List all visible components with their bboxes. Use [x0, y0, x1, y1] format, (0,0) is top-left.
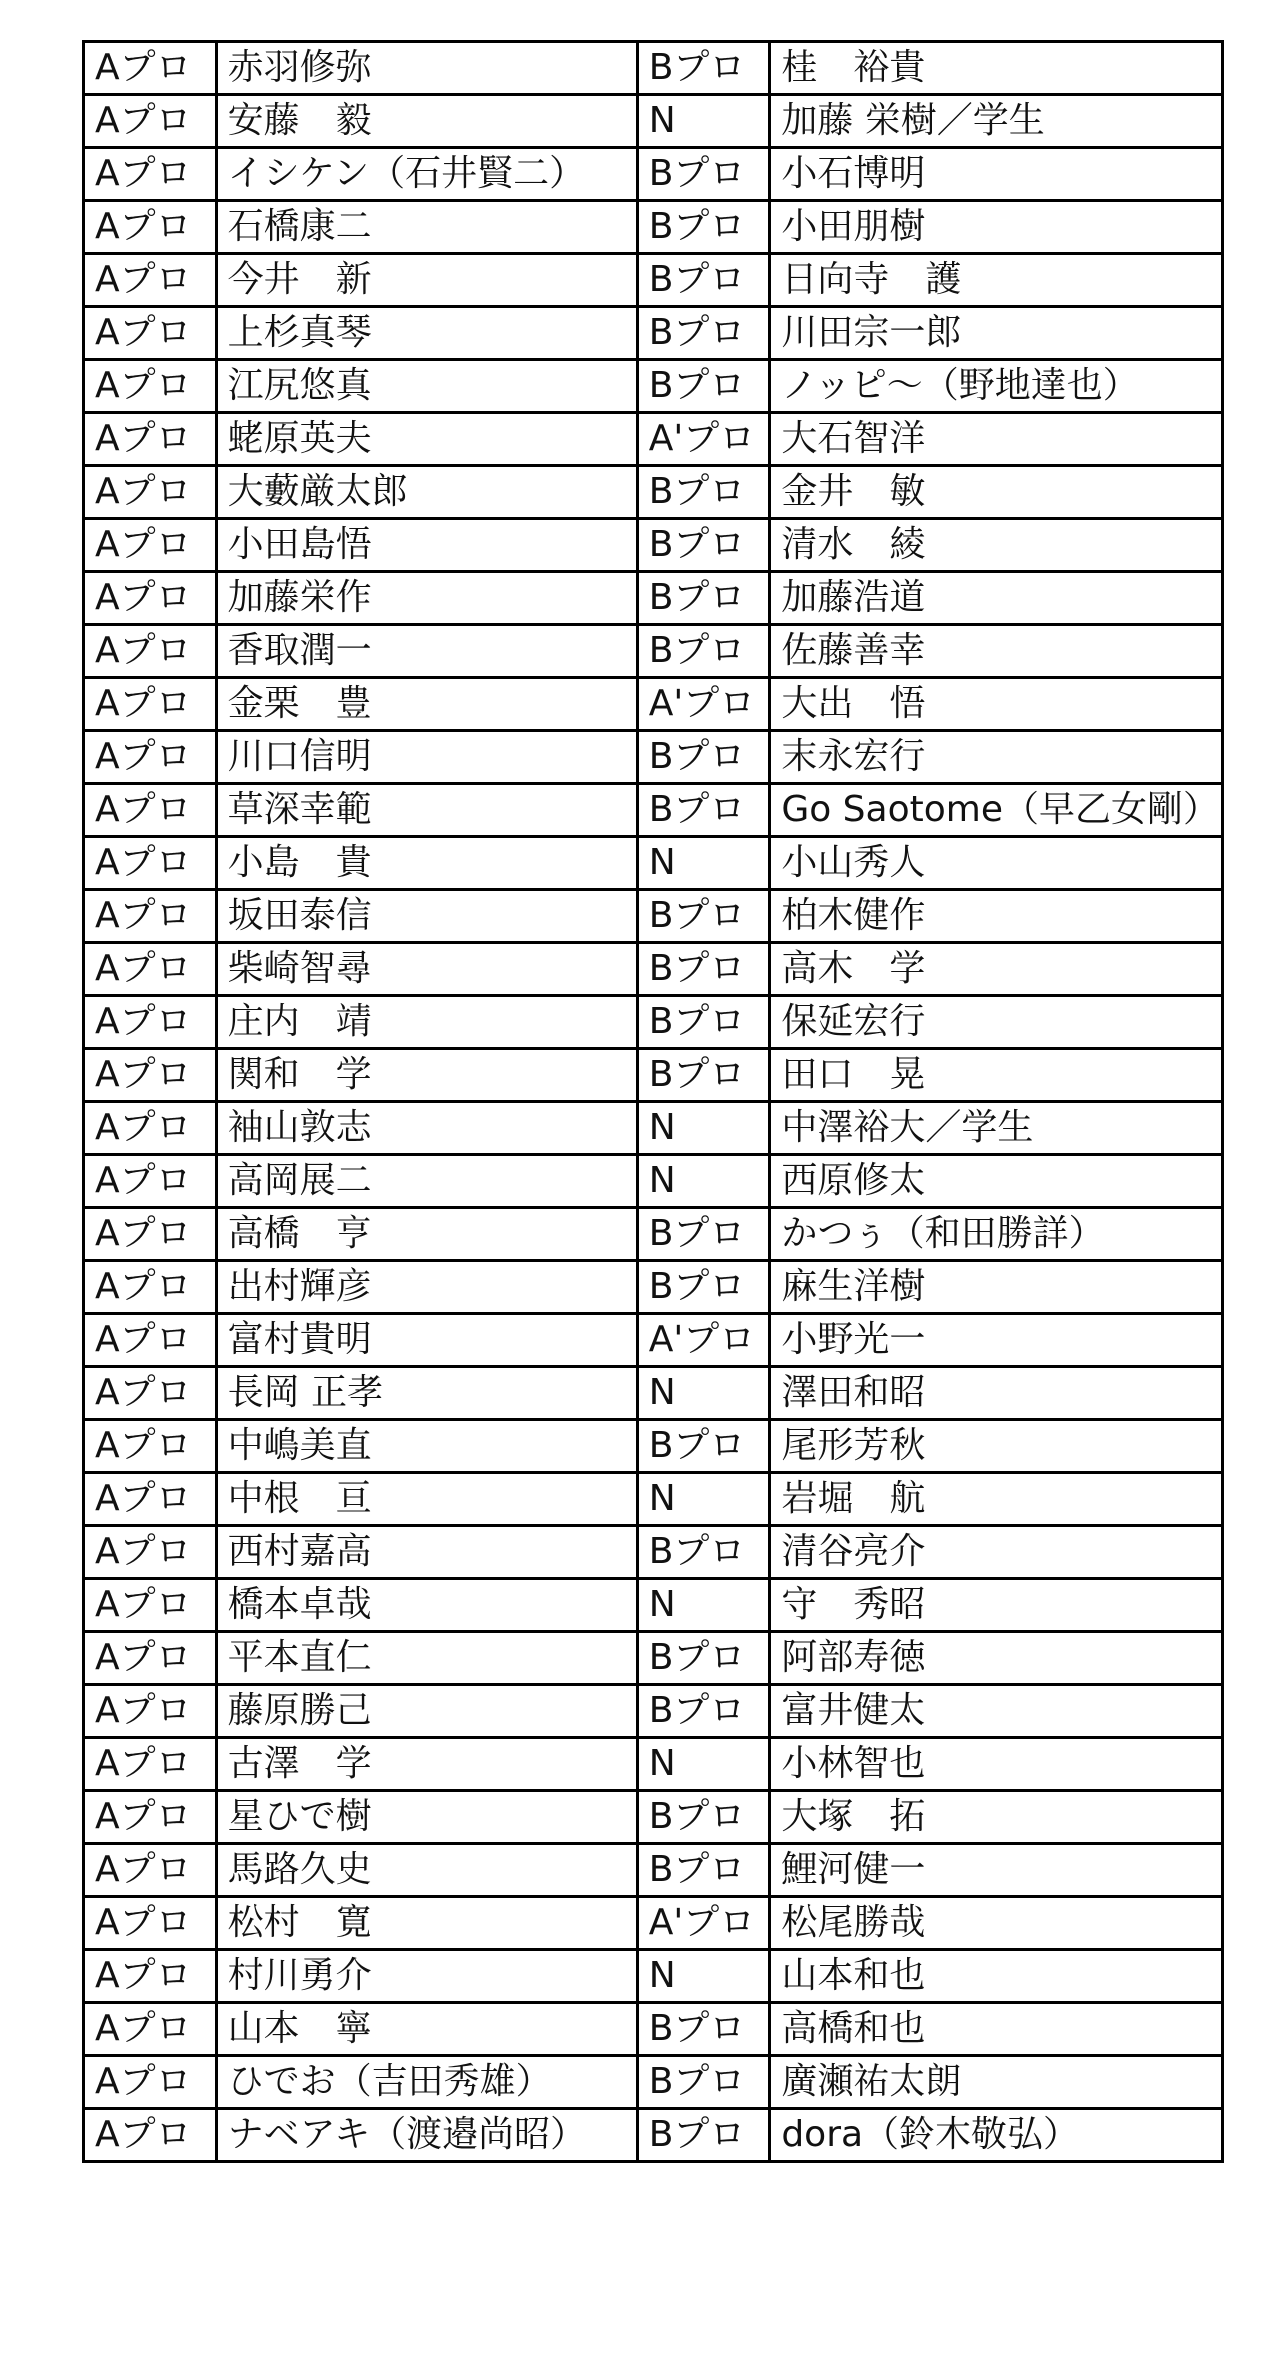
rank-cell-left: Aプロ — [84, 1049, 217, 1102]
rank-cell-left: Aプロ — [84, 95, 217, 148]
rank-cell-left: Aプロ — [84, 1155, 217, 1208]
rank-cell-right: Bプロ — [637, 1844, 770, 1897]
player-name-cell-left: 石橋康二 — [216, 201, 637, 254]
rank-cell-right: Bプロ — [637, 1632, 770, 1685]
rank-cell-left: Aプロ — [84, 254, 217, 307]
rank-cell-right: Bプロ — [637, 519, 770, 572]
table-row — [84, 413, 1223, 466]
player-name-cell-right: Go Saotome（早乙女剛） — [770, 784, 1223, 837]
rank-cell-right: Bプロ — [637, 2003, 770, 2056]
rank-cell-right: Bプロ — [637, 890, 770, 943]
player-name-cell-right: 麻生洋樹 — [770, 1261, 1223, 1314]
player-name-cell-left: 山本 寧 — [216, 2003, 637, 2056]
table-row — [84, 943, 1223, 996]
rank-cell-left: Aプロ — [84, 466, 217, 519]
table-row — [84, 2109, 1223, 2162]
rank-cell-left: Aプロ — [84, 2109, 217, 2162]
rank-cell-left: Aプロ — [84, 625, 217, 678]
player-name-cell-left: 星ひで樹 — [216, 1791, 637, 1844]
player-name-cell-right: 加藤浩道 — [770, 572, 1223, 625]
rank-cell-right: N — [637, 1950, 770, 2003]
table-row — [84, 466, 1223, 519]
player-name-cell-right: 廣瀬祐太朗 — [770, 2056, 1223, 2109]
table-row — [84, 95, 1223, 148]
rank-cell-right: Bプロ — [637, 1791, 770, 1844]
player-name-cell-right: 西原修太 — [770, 1155, 1223, 1208]
table-row — [84, 1897, 1223, 1950]
rank-cell-left: Aプロ — [84, 1420, 217, 1473]
rank-cell-right: N — [637, 837, 770, 890]
table-row — [84, 1208, 1223, 1261]
rank-cell-right: A'プロ — [637, 678, 770, 731]
table-row — [84, 1049, 1223, 1102]
player-name-cell-right: 小石博明 — [770, 148, 1223, 201]
rank-cell-left: Aプロ — [84, 1791, 217, 1844]
player-name-cell-left: 小田島悟 — [216, 519, 637, 572]
rank-cell-left: Aプロ — [84, 1261, 217, 1314]
table-row — [84, 254, 1223, 307]
player-name-cell-right: 大石智洋 — [770, 413, 1223, 466]
rank-cell-right: Bプロ — [637, 1526, 770, 1579]
player-name-cell-right: 清谷亮介 — [770, 1526, 1223, 1579]
table-row — [84, 1844, 1223, 1897]
player-name-cell-right: 小林智也 — [770, 1738, 1223, 1791]
table-row — [84, 1950, 1223, 2003]
player-name-cell-left: 坂田泰信 — [216, 890, 637, 943]
player-name-cell-left: 西村嘉高 — [216, 1526, 637, 1579]
rank-cell-left: Aプロ — [84, 307, 217, 360]
player-name-cell-right: 富井健太 — [770, 1685, 1223, 1738]
rank-cell-right: Bプロ — [637, 625, 770, 678]
player-name-cell-left: 村川勇介 — [216, 1950, 637, 2003]
player-name-cell-left: イシケン（石井賢二） — [216, 148, 637, 201]
player-name-cell-right: 高木 学 — [770, 943, 1223, 996]
player-name-cell-left: 蛯原英夫 — [216, 413, 637, 466]
rank-cell-left: Aプロ — [84, 1579, 217, 1632]
rank-cell-left: Aプロ — [84, 837, 217, 890]
table-row — [84, 1367, 1223, 1420]
player-name-cell-left: 庄内 靖 — [216, 996, 637, 1049]
rank-cell-right: Bプロ — [637, 1420, 770, 1473]
table-row — [84, 996, 1223, 1049]
roster-table — [82, 40, 1224, 2163]
table-row — [84, 572, 1223, 625]
player-name-cell-left: 川口信明 — [216, 731, 637, 784]
table-row — [84, 1579, 1223, 1632]
rank-cell-left: Aプロ — [84, 2003, 217, 2056]
player-name-cell-right: ノッピ～（野地達也） — [770, 360, 1223, 413]
player-name-cell-right: 高橋和也 — [770, 2003, 1223, 2056]
table-row — [84, 307, 1223, 360]
table-row — [84, 42, 1223, 95]
player-name-cell-left: ナベアキ（渡邉尚昭） — [216, 2109, 637, 2162]
player-name-cell-right: 大出 悟 — [770, 678, 1223, 731]
player-name-cell-left: 江尻悠真 — [216, 360, 637, 413]
player-name-cell-left: 馬路久史 — [216, 1844, 637, 1897]
player-name-cell-right: 小田朋樹 — [770, 201, 1223, 254]
player-name-cell-right: 川田宗一郎 — [770, 307, 1223, 360]
rank-cell-left: Aプロ — [84, 148, 217, 201]
rank-cell-right: N — [637, 1102, 770, 1155]
player-name-cell-right: 尾形芳秋 — [770, 1420, 1223, 1473]
rank-cell-left: Aプロ — [84, 413, 217, 466]
player-name-cell-left: 赤羽修弥 — [216, 42, 637, 95]
rank-cell-right: Bプロ — [637, 466, 770, 519]
rank-cell-right: A'プロ — [637, 1314, 770, 1367]
rank-cell-right: Bプロ — [637, 784, 770, 837]
player-name-cell-left: 出村輝彦 — [216, 1261, 637, 1314]
rank-cell-right: Bプロ — [637, 731, 770, 784]
rank-cell-left: Aプロ — [84, 572, 217, 625]
player-name-cell-left: 加藤栄作 — [216, 572, 637, 625]
player-name-cell-left: 古澤 学 — [216, 1738, 637, 1791]
player-name-cell-right: dora（鈴木敬弘） — [770, 2109, 1223, 2162]
player-name-cell-left: 今井 新 — [216, 254, 637, 307]
player-name-cell-left: 中嶋美直 — [216, 1420, 637, 1473]
player-name-cell-left: 長岡 正孝 — [216, 1367, 637, 1420]
player-name-cell-right: 加藤 栄樹／学生 — [770, 95, 1223, 148]
rank-cell-left: Aプロ — [84, 1897, 217, 1950]
player-name-cell-right: 大塚 拓 — [770, 1791, 1223, 1844]
player-name-cell-right: 阿部寿徳 — [770, 1632, 1223, 1685]
rank-cell-right: Bプロ — [637, 307, 770, 360]
rank-cell-left: Aプロ — [84, 2056, 217, 2109]
rank-cell-right: Bプロ — [637, 1208, 770, 1261]
rank-cell-right: N — [637, 1367, 770, 1420]
table-row — [84, 519, 1223, 572]
player-name-cell-right: 松尾勝哉 — [770, 1897, 1223, 1950]
table-row — [84, 1685, 1223, 1738]
player-name-cell-left: 大藪厳太郎 — [216, 466, 637, 519]
player-name-cell-left: ひでお（吉田秀雄） — [216, 2056, 637, 2109]
rank-cell-right: Bプロ — [637, 42, 770, 95]
rank-cell-left: Aプロ — [84, 201, 217, 254]
player-name-cell-right: 保延宏行 — [770, 996, 1223, 1049]
rank-cell-right: Bプロ — [637, 1261, 770, 1314]
rank-cell-right: Bプロ — [637, 254, 770, 307]
player-name-cell-left: 上杉真琴 — [216, 307, 637, 360]
rank-cell-left: Aプロ — [84, 890, 217, 943]
player-name-cell-left: 中根 亘 — [216, 1473, 637, 1526]
rank-cell-right: Bプロ — [637, 201, 770, 254]
table-row — [84, 1473, 1223, 1526]
rank-cell-right: Bプロ — [637, 1685, 770, 1738]
player-name-cell-left: 平本直仁 — [216, 1632, 637, 1685]
rank-cell-left: Aプロ — [84, 731, 217, 784]
rank-cell-left: Aプロ — [84, 360, 217, 413]
roster-body — [84, 42, 1223, 2162]
table-row — [84, 1261, 1223, 1314]
player-name-cell-right: 日向寺 護 — [770, 254, 1223, 307]
rank-cell-left: Aプロ — [84, 1950, 217, 2003]
table-row — [84, 360, 1223, 413]
player-name-cell-right: 岩堀 航 — [770, 1473, 1223, 1526]
rank-cell-right: Bプロ — [637, 1049, 770, 1102]
table-row — [84, 678, 1223, 731]
table-row — [84, 2056, 1223, 2109]
rank-cell-left: Aプロ — [84, 784, 217, 837]
rank-cell-left: Aプロ — [84, 1526, 217, 1579]
table-row — [84, 1155, 1223, 1208]
rank-cell-left: Aプロ — [84, 1208, 217, 1261]
table-row — [84, 731, 1223, 784]
player-name-cell-right: 佐藤善幸 — [770, 625, 1223, 678]
rank-cell-right: Bプロ — [637, 943, 770, 996]
player-name-cell-right: 田口 晃 — [770, 1049, 1223, 1102]
table-row — [84, 1420, 1223, 1473]
rank-cell-left: Aプロ — [84, 1314, 217, 1367]
rank-cell-right: Bプロ — [637, 2109, 770, 2162]
table-row — [84, 1632, 1223, 1685]
rank-cell-left: Aプロ — [84, 1738, 217, 1791]
rank-cell-left: Aプロ — [84, 42, 217, 95]
table-row — [84, 201, 1223, 254]
rank-cell-right: Bプロ — [637, 572, 770, 625]
rank-cell-left: Aプロ — [84, 1685, 217, 1738]
table-row — [84, 1738, 1223, 1791]
rank-cell-right: N — [637, 1155, 770, 1208]
player-name-cell-right: 山本和也 — [770, 1950, 1223, 2003]
table-row — [84, 784, 1223, 837]
player-name-cell-right: 小山秀人 — [770, 837, 1223, 890]
player-name-cell-right: 守 秀昭 — [770, 1579, 1223, 1632]
rank-cell-right: N — [637, 95, 770, 148]
rank-cell-right: Bプロ — [637, 996, 770, 1049]
player-name-cell-right: 清水 綾 — [770, 519, 1223, 572]
player-name-cell-right: 鯉河健一 — [770, 1844, 1223, 1897]
table-row — [84, 1102, 1223, 1155]
player-name-cell-left: 藤原勝己 — [216, 1685, 637, 1738]
player-name-cell-left: 松村 寛 — [216, 1897, 637, 1950]
rank-cell-left: Aプロ — [84, 1102, 217, 1155]
table-row — [84, 890, 1223, 943]
rank-cell-right: Bプロ — [637, 360, 770, 413]
rank-cell-left: Aプロ — [84, 1844, 217, 1897]
player-name-cell-right: かつぅ（和田勝詳） — [770, 1208, 1223, 1261]
rank-cell-right: N — [637, 1738, 770, 1791]
rank-cell-left: Aプロ — [84, 1367, 217, 1420]
player-name-cell-left: 高橋 亨 — [216, 1208, 637, 1261]
player-name-cell-right: 末永宏行 — [770, 731, 1223, 784]
rank-cell-right: N — [637, 1473, 770, 1526]
rank-cell-left: Aプロ — [84, 943, 217, 996]
rank-cell-right: N — [637, 1579, 770, 1632]
player-name-cell-left: 柴崎智尋 — [216, 943, 637, 996]
table-row — [84, 148, 1223, 201]
rank-cell-right: A'プロ — [637, 1897, 770, 1950]
player-name-cell-right: 中澤裕大／学生 — [770, 1102, 1223, 1155]
player-name-cell-right: 桂 裕貴 — [770, 42, 1223, 95]
player-name-cell-left: 草深幸範 — [216, 784, 637, 837]
rank-cell-left: Aプロ — [84, 1473, 217, 1526]
player-name-cell-left: 安藤 毅 — [216, 95, 637, 148]
player-name-cell-left: 富村貴明 — [216, 1314, 637, 1367]
player-name-cell-left: 金栗 豊 — [216, 678, 637, 731]
player-name-cell-right: 澤田和昭 — [770, 1367, 1223, 1420]
player-name-cell-right: 小野光一 — [770, 1314, 1223, 1367]
table-row — [84, 1314, 1223, 1367]
player-name-cell-left: 関和 学 — [216, 1049, 637, 1102]
table-row — [84, 625, 1223, 678]
table-row — [84, 837, 1223, 890]
player-name-cell-left: 香取潤一 — [216, 625, 637, 678]
rank-cell-right: Bプロ — [637, 148, 770, 201]
rank-cell-left: Aプロ — [84, 678, 217, 731]
player-name-cell-left: 高岡展二 — [216, 1155, 637, 1208]
table-row — [84, 2003, 1223, 2056]
rank-cell-left: Aプロ — [84, 519, 217, 572]
player-name-cell-left: 小島 貴 — [216, 837, 637, 890]
player-name-cell-left: 袖山敦志 — [216, 1102, 637, 1155]
player-name-cell-left: 橋本卓哉 — [216, 1579, 637, 1632]
player-name-cell-right: 柏木健作 — [770, 890, 1223, 943]
rank-cell-left: Aプロ — [84, 1632, 217, 1685]
rank-cell-right: A'プロ — [637, 413, 770, 466]
rank-cell-left: Aプロ — [84, 996, 217, 1049]
player-name-cell-right: 金井 敏 — [770, 466, 1223, 519]
table-row — [84, 1526, 1223, 1579]
rank-cell-right: Bプロ — [637, 2056, 770, 2109]
table-row — [84, 1791, 1223, 1844]
